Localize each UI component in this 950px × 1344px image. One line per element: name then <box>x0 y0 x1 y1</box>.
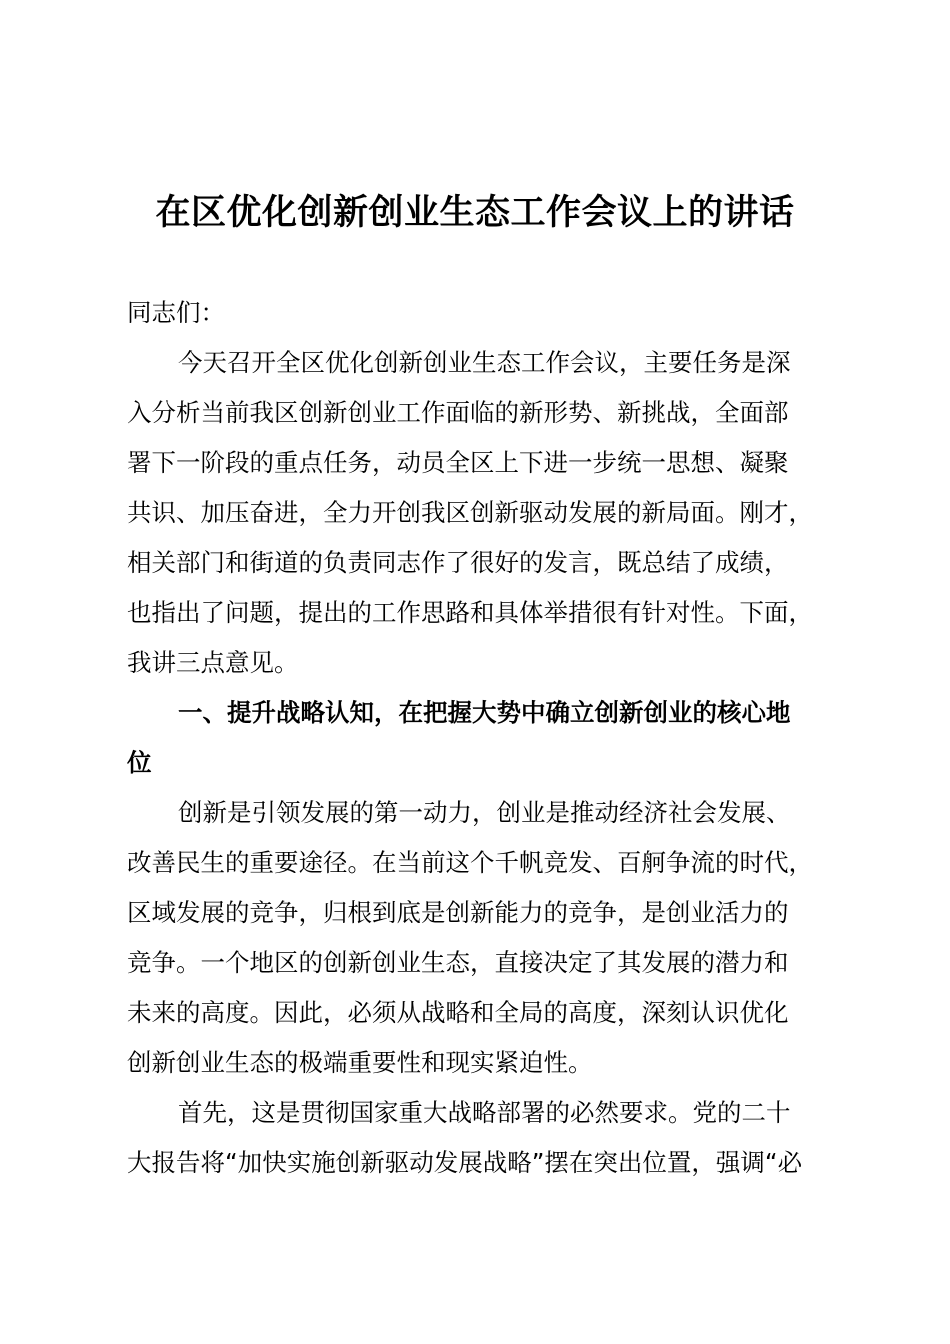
paragraphs <box>127 338 857 1188</box>
text-line: 也指出了问题，提出的工作思路和具体举措很有针对性。下面， <box>127 598 813 627</box>
salutation: 同志们： <box>127 298 225 327</box>
text-line: 未来的高度。因此，必须从战略和全局的高度，深刻认识优化 <box>127 998 789 1027</box>
text-line: 署下一阶段的重点任务，动员全区上下进一步统一思想、凝聚 <box>127 448 789 477</box>
text-line: 首先，这是贯彻国家重大战略部署的必然要求。党的二十 <box>178 1098 791 1127</box>
text-line: 改善民生的重要途径。在当前这个千帆竞发、百舸争流的时代， <box>127 848 813 877</box>
text-line: 位 <box>127 748 152 777</box>
text-line: 入分析当前我区创新创业工作面临的新形势、新挑战，全面部 <box>127 398 789 427</box>
section-heading <box>127 688 857 788</box>
text-line: 共识、加压奋进，全力开创我区创新驱动发展的新局面。刚才， <box>127 498 813 527</box>
text-line: 我讲三点意见。 <box>127 648 299 677</box>
paragraph <box>127 1088 857 1188</box>
text-line: 创新是引领发展的第一动力，创业是推动经济社会发展、 <box>178 798 791 827</box>
paragraph <box>127 788 857 1088</box>
text-line: 相关部门和街道的负责同志作了很好的发言，既总结了成绩， <box>127 548 789 577</box>
text-line: 创新创业生态的极端重要性和现实紧迫性。 <box>127 1048 593 1077</box>
text-line: 大报告将“加快实施创新驱动发展战略”摆在突出位置，强调“必 <box>127 1148 803 1177</box>
document-title: 在区优化创新创业生态工作会议上的讲话 <box>155 193 795 233</box>
text-line: 一、提升战略认知，在把握大势中确立创新创业的核心地 <box>178 698 791 727</box>
text-line: 今天召开全区优化创新创业生态工作会议，主要任务是深 <box>178 348 791 377</box>
text-line: 竞争。一个地区的创新创业生态，直接决定了其发展的潜力和 <box>127 948 789 977</box>
paragraph <box>127 338 857 688</box>
document-body <box>127 288 857 1188</box>
text-line: 区域发展的竞争，归根到底是创新能力的竞争，是创业活力的 <box>127 898 789 927</box>
